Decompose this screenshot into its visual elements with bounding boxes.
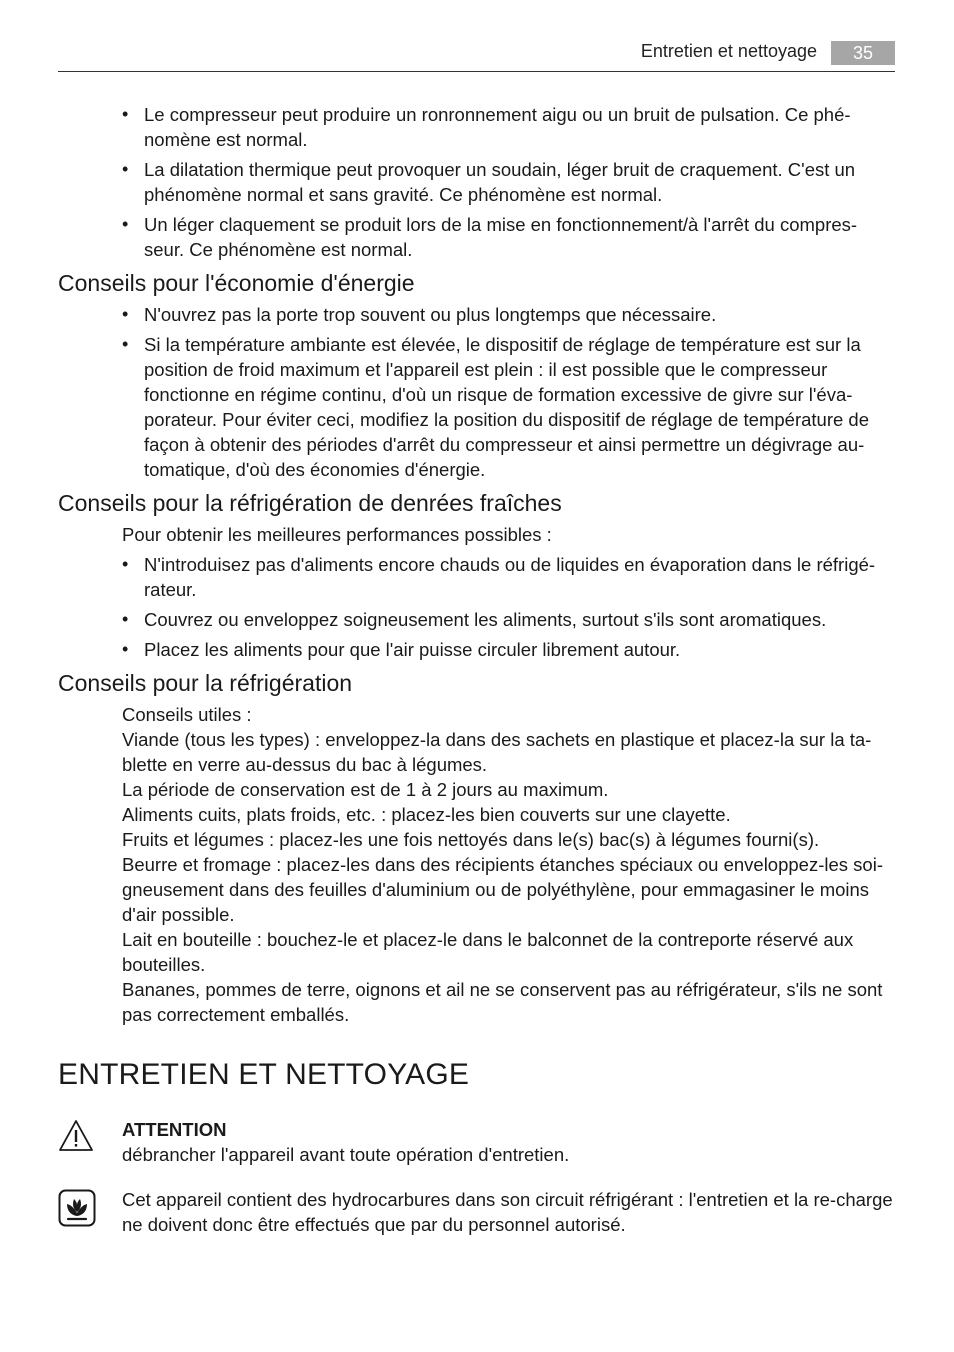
- tip-line: Lait en bouteille : bouchez-le et placez-le dans le balconnet de la contreporte réservé aux bouteilles.: [122, 929, 854, 975]
- header-title: Entretien et nettoyage: [640, 41, 817, 61]
- refrigeration-tips: [122, 702, 895, 1027]
- warning-triangle-icon: [58, 1119, 94, 1159]
- chapter-title: ENTRETIEN ET NETTOYAGE: [58, 1058, 470, 1091]
- tip-line: Aliments cuits, plats froids, etc. : placez-les bien couverts sur une clayette.: [122, 804, 731, 825]
- intro-bullet-list: [58, 102, 895, 262]
- list-item: • N'introduisez pas d'aliments encore chauds ou de liquides en évaporation dans le réfrigé-rateur.: [144, 552, 895, 602]
- fresh-food-heading: Conseils pour la réfrigération de denrées fraîches: [58, 490, 562, 516]
- page-body: [58, 102, 895, 1237]
- warning-notice: [58, 1117, 895, 1167]
- list-item: • Un léger claquement se produit lors de la mise en fonctionnement/à l'arrêt du compres-seur. Ce phénomène est normal.: [144, 212, 895, 262]
- environment-text: Cet appareil contient des hydrocarbures dans son circuit réfrigérant : l'entretien et la re-charge ne doivent donc être effectués que par du personnel autorisé.: [122, 1189, 893, 1235]
- tip-line: Fruits et légumes : placez-les une fois nettoyés dans le(s) bac(s) à légumes fourni(s).: [122, 829, 820, 850]
- tip-line: Viande (tous les types) : enveloppez-la dans des sachets en plastique et placez-la sur la ta-blette en verre au-dessus du bac à légumes.: [122, 729, 872, 775]
- tip-line: Bananes, pommes de terre, oignons et ail ne se conservent pas au réfrigérateur, s'ils ne sont pas correctement emballés.: [122, 979, 883, 1025]
- tip-line: Conseils utiles :: [122, 704, 252, 725]
- list-item: • Le compresseur peut produire un ronronnement aigu ou un bruit de pulsation. Ce phé-nomène est normal.: [144, 102, 895, 152]
- warning-title: ATTENTION: [122, 1119, 227, 1140]
- list-item: • Si la température ambiante est élevée, le dispositif de réglage de température est sur la position de froid maximum et l'appareil est plein : il est possible que le compresseur fonctionne en régime continu, d'où un risque de formation excessive de givre sur l'éva-porateur. Pour éviter ceci, modifiez la position du dispositif de réglage de température de façon à obtenir des périodes d'arrêt du compresseur et ainsi permettre un dégivrage au-tomatique, d'où des économies d'énergie.: [144, 332, 895, 482]
- warning-text: débrancher l'appareil avant toute opération d'entretien.: [122, 1144, 570, 1165]
- energy-heading: Conseils pour l'économie d'énergie: [58, 270, 415, 296]
- list-item: • Placez les aliments pour que l'air puisse circuler librement autour.: [144, 637, 895, 662]
- fresh-food-bullet-list: [58, 552, 895, 662]
- energy-bullet-list: [58, 302, 895, 482]
- list-item: • N'ouvrez pas la porte trop souvent ou plus longtemps que nécessaire.: [144, 302, 895, 327]
- tip-line: La période de conservation est de 1 à 2 jours au maximum.: [122, 779, 609, 800]
- environment-flower-icon: [58, 1189, 96, 1233]
- page-number: 35: [831, 41, 895, 65]
- tip-line: Beurre et fromage : placez-les dans des récipients étanches spéciaux ou enveloppez-les soi-gneusement dans des feuilles d'aluminium ou de polyéthylène, pour emmagasiner le moins d'air possible.: [122, 854, 883, 925]
- environment-notice: [58, 1187, 895, 1237]
- list-item: • Couvrez ou enveloppez soigneusement les aliments, surtout s'ils sont aromatiques.: [144, 607, 895, 632]
- page-header: [58, 38, 895, 72]
- list-item: • La dilatation thermique peut provoquer un soudain, léger bruit de craquement. C'est un phénomène normal et sans gravité. Ce phénomène est normal.: [144, 157, 895, 207]
- fresh-food-lead: Pour obtenir les meilleures performances possibles :: [122, 524, 552, 545]
- refrigeration-heading: Conseils pour la réfrigération: [58, 670, 353, 696]
